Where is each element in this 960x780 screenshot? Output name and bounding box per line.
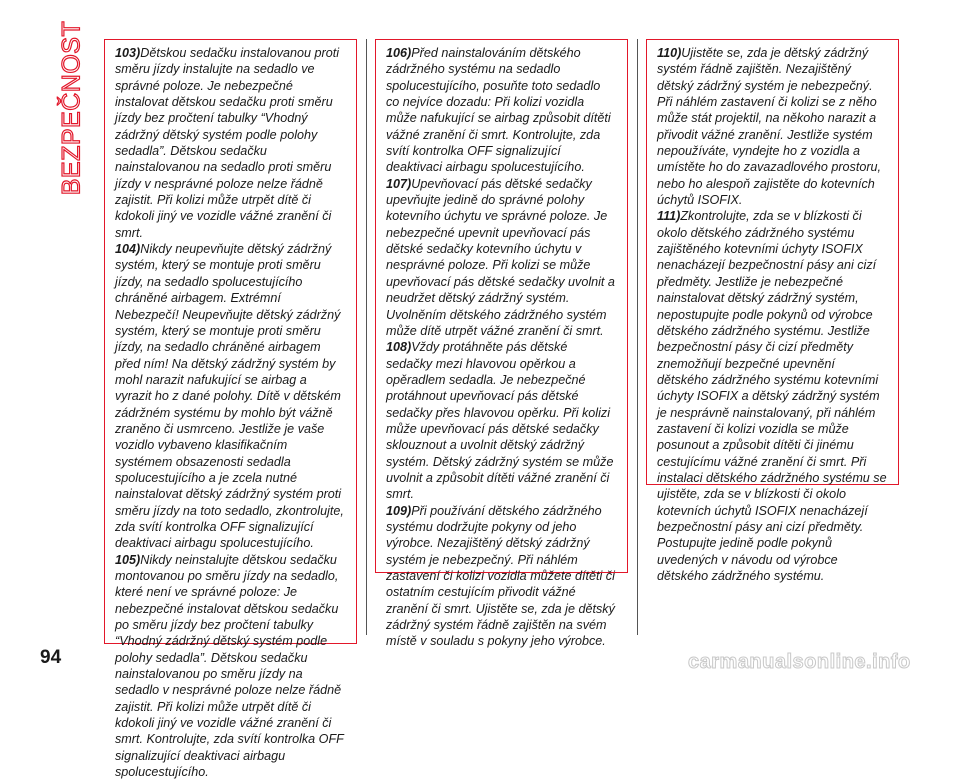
warning-paragraph bbox=[386, 503, 617, 650]
warning-text: Dětskou sedačku instalovanou proti směru jízdy instalujte na sedadlo ve správné poloze. Je nebezpečné instalovat dětskou sedačku proti směru jízdy bez pročtení tabulky “Vhodný zádržný dětský systém podle polohy sedadla”. Dětskou sedačku nainstalovanou na sedadlo proti směru jízdy v nesprávné poloze nelze řádně zajistit. Při kolizi může utrpět dítě či kdokoli jiný ve vozidle vážné zranění či smrt. bbox=[115, 46, 340, 240]
warning-paragraph bbox=[115, 552, 346, 780]
warning-text: Ujistěte se, zda je dětský zádržný systém řádně zajištěn. Nezajištěný dětský zádržný systém je nebezpečný. Při náhlém zastavení či kolizi se z něho může stát projektil, na někoho narazit a přivodit vážné zranění. Jestliže systém nepoužíváte, vyndejte ho z vozidla a umístěte ho do zavazadlového prostoru, nebo ho alespoň zajistěte do kotevních úchytů ISOFIX. bbox=[657, 46, 882, 208]
warning-paragraph bbox=[657, 45, 888, 208]
warning-text: Zkontrolujte, zda se v blízkosti či okolo dětského zádržného systému zajištěného kotevními úchyty ISOFIX nenacházejí bezpečnostní pásy ani cizí předměty. Jestliže je nebezpečné nainstalovat dětský zádržný systém, nepostupujte podle pokynů od výrobce dětského zádržného systému. Jestliže bezpečnostní pásy či cizí předměty znemožňují bezpečné upevnění dětského zádržného systému kotevními úchyty ISOFIX a dětský zádržný systém je nesprávně nainstalovaný, při náhlém zastavení či kolizi vozidla se může posunout a způsobit dítěti či jinému cestujícímu vážné zranění či smrt. Při instalaci dětského zádržného systému se ujistěte, zda se v blízkosti či okolo kotevních úchytů ISOFIX nenacházejí bezpečnostní pásy ani cizí předměty. Postupujte jedině podle pokynů uvedených v návodu od výrobce dětského zádržného systému. bbox=[657, 209, 887, 583]
warning-box-col-2 bbox=[375, 39, 628, 649]
column-divider bbox=[637, 39, 638, 635]
warning-text: Nikdy neinstalujte dětskou sedačku montovanou po směru jízdy na sedadlo, které není ve správné poloze: Je nebezpečné instalovat dětskou sedačku po směru jízdy bez pročtení tabulky “Vhodný zádržný dětský systém podle polohy sedadla”. Dětskou sedačku nainstalovanou po směru jízdy na sedadlo v nesprávné poloze nelze řádně zajistit. Při kolizi může utrpět dítě či kdokoli jiný ve vozidle vážné zranění či smrt. Kontrolujte, zda svítí kontrolka OFF signalizující deaktivaci airbagu spolucestujícího. bbox=[115, 552, 344, 780]
warning-text: Vždy protáhněte pás dětské sedačky mezi hlavovou opěrkou a opěradlem sedadla. Je nebezpečné protáhnout upevňovací pás dětské sedačky přes hlavovou opěrku. Při kolizi může upevňovací pás dětské sedačky sklouznout a uvolnit dětský zádržný systém. Dětský zádržný systém se může uvolnit a způsobit dítěti vážné zranění či smrt. bbox=[386, 340, 614, 502]
warning-number: 107) bbox=[386, 176, 412, 191]
watermark: carmanualsonline.info bbox=[688, 651, 911, 673]
warning-paragraph bbox=[115, 241, 346, 552]
warning-number: 109) bbox=[386, 503, 412, 518]
warning-number: 106) bbox=[386, 46, 412, 60]
page-number: 94 bbox=[40, 647, 62, 668]
warning-number: 105) bbox=[115, 552, 141, 567]
column-divider bbox=[366, 39, 367, 635]
warning-number: 110) bbox=[657, 46, 682, 60]
warning-number: 104) bbox=[115, 242, 141, 257]
warning-paragraph bbox=[386, 176, 617, 339]
section-title bbox=[52, 20, 92, 196]
warning-box-col-3 bbox=[646, 39, 899, 583]
warning-text: Před nainstalováním dětského zádržného systému na sedadlo spolucestujícího, posuňte toto sedadlo co nejvíce dozadu: Při kolizi vozidla může nafukující se airbag způsobit dítěti vážné zranění či smrt. Kontrolujte, zda svítí kontrolka OFF signalizující deaktivaci airbagu spolucestujícího. bbox=[386, 46, 611, 175]
warning-paragraph bbox=[115, 45, 346, 241]
warning-paragraph bbox=[386, 339, 617, 502]
warning-number: 108) bbox=[386, 340, 412, 355]
warning-text: Upevňovací pás dětské sedačky upevňujte jedině do správné polohy kotevního úchytu ve správné poloze. Je nebezpečné upevnit upevňovací pás dětské sedačky kotevního úchytu v nesprávné poloze. Při kolizi se může upevňovací pás dětské sedačky uvolnit a neudržet dětský zádržný systém. Uvolněním dětského zádržného systém může dítě utrpět vážné zranění či smrt. bbox=[386, 176, 615, 338]
warning-box-col-1 bbox=[104, 39, 357, 780]
warning-text: Nikdy neupevňujte dětský zádržný systém, který se montuje proti směru jízdy, na sedadlo spolucestujícího chráněné airbagem. Extrémní Nebezpečí! Neupevňujte dětský zádržný systém, který se montuje proti směru jízdy, na sedadlo chráněné airbagem před ním! Na dětský zádržný systém by mohl narazit nafukující se airbag a vyrazit ho z dané polohy. Dítě v dětském zádržném systému by mohlo být vážně zraněno či usmrceno. Jestliže je vaše vozidlo vybaveno klasifikačním systémem obsazenosti sedadla spolucestujícího a je zcela nutné nainstalovat dětský zádržný systém proti směru jízdy na toto sedadlo, zkontrolujte, zda svítí kontrolka OFF signalizující deaktivaci airbagu spolucestujícího. bbox=[115, 242, 344, 551]
warning-number: 103) bbox=[115, 46, 141, 60]
warning-paragraph bbox=[657, 208, 888, 584]
section-title-text: BEZPEČNOST bbox=[57, 20, 86, 196]
warning-text: Při používání dětského zádržného systému dodržujte pokyny od jeho výrobce. Nezajištěný dětský zádržný systém je nebezpečný. Při náhlém zastavení či kolizi vozidla můžete dítěti či ostatním cestujícím přivodit vážné zranění či smrt. Ujistěte se, zda je dětský zádržný systém řádně zajištěn na svém místě v souladu s pokyny jeho výrobce. bbox=[386, 503, 615, 649]
warning-paragraph bbox=[386, 45, 617, 176]
warning-number: 111) bbox=[657, 209, 681, 224]
